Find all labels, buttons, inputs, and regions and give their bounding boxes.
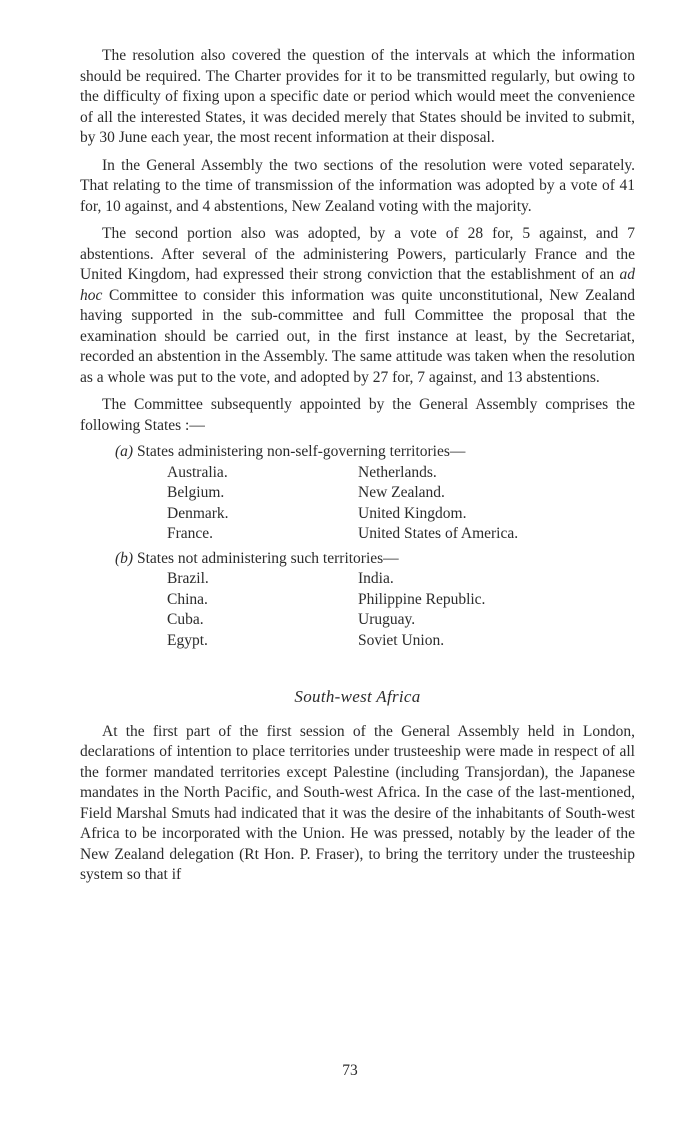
list-item: Soviet Union. [358, 631, 445, 649]
list-item: Cuba. [167, 611, 204, 628]
list-item: Denmark. [167, 504, 229, 522]
page-number: 73 [342, 1062, 358, 1079]
list-item: China. [167, 590, 208, 608]
para3-italic: ad hoc [80, 266, 635, 304]
list-item: Uruguay. [358, 611, 416, 628]
paragraph-south-west-africa: At the first part of the first session of the General Assembly held in London, declarations of intention to place territories under trusteeship were made in respect of all the former mandated territories except Palestine (including Transjordan), the Japanese mandates in the North Pacific, and South-west Africa. In the case of the last-mentioned, Field Marshal Smuts had indicated that it was the desire of the inhabitants of South-west Africa to be incorporated with the Union. He was pressed, notably by the leader of the New Zealand delegation (Rt Hon. P. Fraser), to bring the territory under the trusteeship system so that if [80, 722, 635, 883]
para3-after: Committee to consider this information was quite unconstitutional, New Zealand having supported in the sub-committee and full Committee the proposal that the examination should be carried out, in the first instance at least, by the Secretariat, recorded an abstention in the Assembly. The same attitude was taken when the resolution as a whole was put to the vote, and adopted by 27 for, 7 against, and 13 abstentions. [80, 286, 635, 386]
list-b-states [167, 569, 635, 651]
list-item: Egypt. [167, 631, 208, 649]
list-a-label: (a) [115, 443, 134, 460]
list-a-states [167, 463, 635, 545]
paragraph-intervals: The resolution also covered the question of the intervals at which the information should be required. The Charter provides for it to be transmitted regularly, but owing to the difficulty of fixing upon a specific date or period which would meet the convenience of all the interested States, it was decided merely that States should be invited to submit, by 30 June each year, the most recent information at their disposal. [80, 47, 635, 146]
list-b-title: States not administering such territories— [136, 549, 399, 567]
list-b-label: (b) [115, 549, 134, 567]
paragraph-second-portion [80, 224, 635, 388]
paragraph-vote-separately: In the General Assembly the two sections of the resolution were voted separately. That relating to the time of transmission of the information was adopted by a vote of 41 for, 10 against, and 4 abstentions, New Zealand voting with the majority. [80, 156, 635, 215]
list-item: India. [358, 570, 394, 587]
list-item: Australia. [167, 463, 228, 481]
list-item: United States of America. [358, 525, 519, 542]
paragraph-committee: The Committee subsequently appointed by the General Assembly comprises the following States :— [80, 396, 635, 434]
list-item: France. [167, 525, 214, 542]
list-b-heading [115, 549, 635, 570]
list-a-heading [115, 442, 635, 463]
list-item: Brazil. [167, 570, 209, 587]
list-item: Belgium. [167, 484, 225, 501]
list-item: Netherlands. [358, 463, 437, 481]
list-a-title: States administering non-self-governing territories— [136, 443, 466, 460]
para3-before: The second portion also was adopted, by a vote of 28 for, 5 against, and 7 abstentions. After several of the administering Powers, particularly France and the United Kingdom, had expressed their strong conviction that the establishment of an [80, 225, 635, 283]
body-text [80, 46, 635, 893]
list-item: Philippine Republic. [358, 590, 486, 608]
section-heading: South-west Africa [294, 687, 421, 706]
list-item: New Zealand. [358, 484, 445, 501]
list-item: United Kingdom. [358, 504, 467, 522]
